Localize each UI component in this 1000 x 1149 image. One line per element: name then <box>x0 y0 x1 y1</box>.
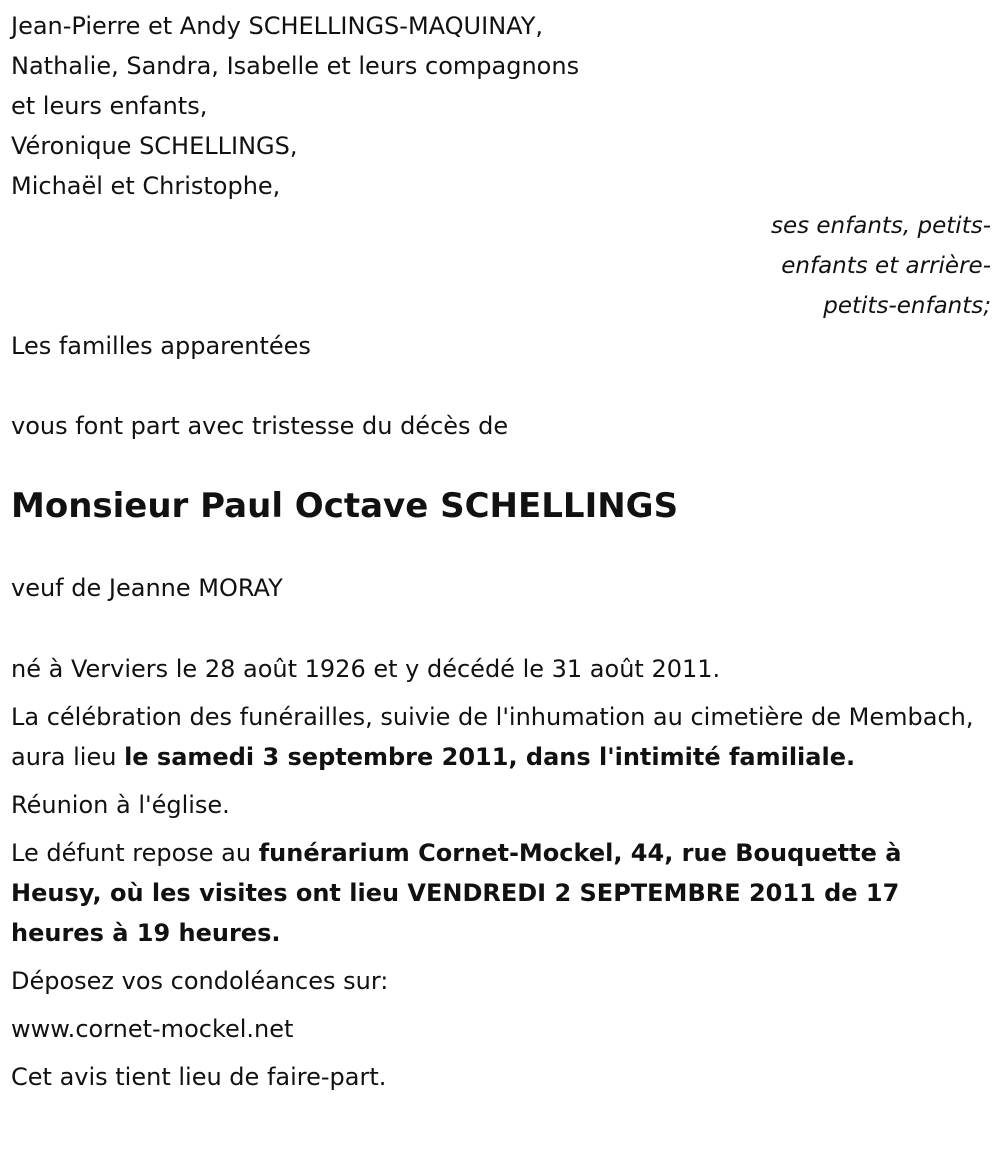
death-notice <box>11 0 991 1097</box>
family-line: et leurs enfants, <box>11 92 208 120</box>
visits-text: Le défunt repose au <box>11 839 259 867</box>
deceased-name: Monsieur Paul Octave SCHELLINGS <box>11 486 679 526</box>
relation-signature <box>11 206 991 326</box>
family-line: Jean-Pierre et Andy SCHELLINGS-MAQUINAY, <box>11 12 543 40</box>
closing-note: Cet avis tient lieu de faire-part. <box>11 1063 387 1091</box>
family-line: Nathalie, Sandra, Isabelle et leurs compagnons <box>11 52 580 80</box>
relation-line: petits-enfants; <box>823 293 991 319</box>
family-line: Véronique SCHELLINGS, <box>11 132 298 160</box>
birth-death-info: né à Verviers le 28 août 1926 et y décédé le 31 août 2011. <box>11 655 721 683</box>
family-line: Michaël et Christophe, <box>11 172 281 200</box>
condolences-website[interactable]: www.cornet-mockel.net <box>11 1015 294 1043</box>
related-families: Les familles apparentées <box>11 332 311 360</box>
relation-line: ses enfants, petits- <box>770 213 991 239</box>
funeral-date-bold: le samedi 3 septembre 2011, dans l'intimité familiale. <box>124 743 856 771</box>
visits-details <box>11 833 991 953</box>
visits-bold: funérarium Cornet-Mockel, 44, rue Bouquette à Heusy, où les visites ont lieu VENDREDI 2 SEPTEMBRE 2011 de 17 heures à 19 heures. <box>11 839 902 947</box>
relation-line: enfants et arrière- <box>781 253 991 279</box>
announcement-intro: vous font part avec tristesse du décès de <box>11 412 509 440</box>
funeral-details <box>11 697 991 777</box>
family-list <box>11 6 991 206</box>
widow-of: veuf de Jeanne MORAY <box>11 574 283 602</box>
meeting-info: Réunion à l'église. <box>11 791 230 819</box>
funeral-text: La célébration des funérailles, suivie de l'inhumation au cimetière de Membach, aura lieu <box>11 703 974 771</box>
condolences-label: Déposez vos condoléances sur: <box>11 967 389 995</box>
